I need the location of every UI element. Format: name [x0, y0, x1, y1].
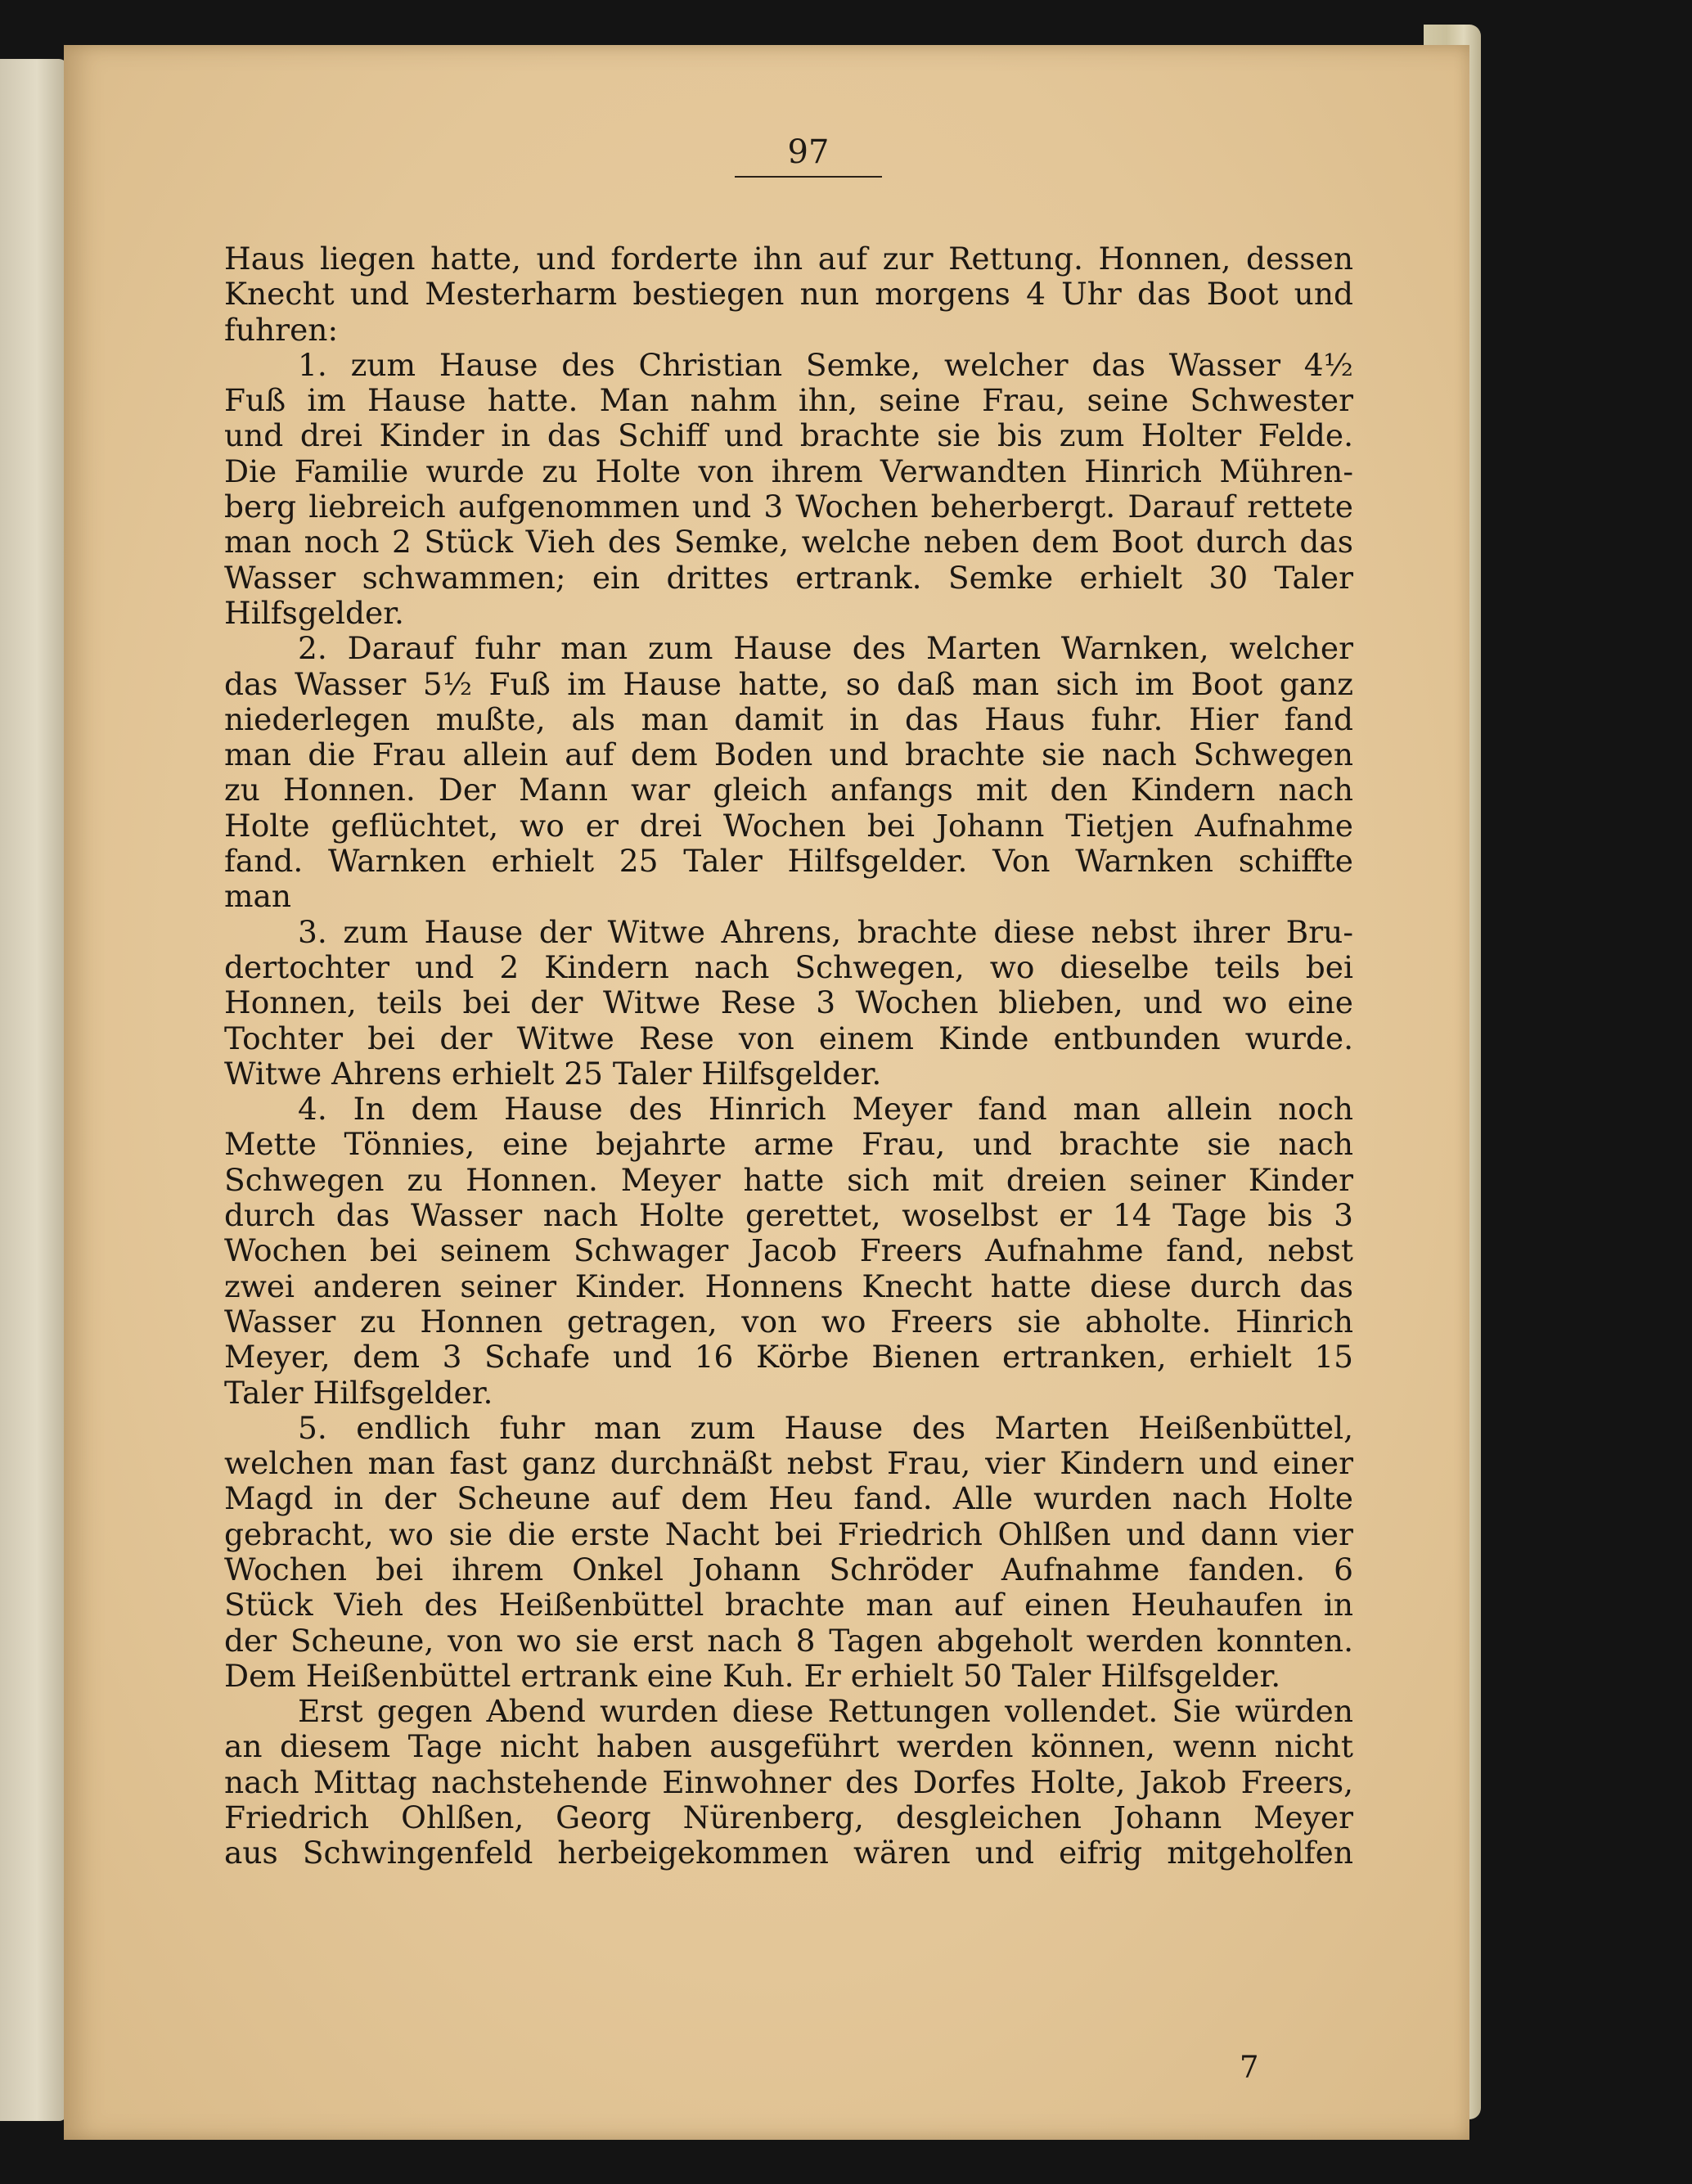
text-line: 5. endlich fuhr man zum Hause des Marten Heißenbüttel, [298, 1410, 1353, 1446]
text-line: Fuß im Hause hatte. Man nahm ihn, seine Frau, seine Schwester [224, 383, 1353, 419]
text-line: Witwe Ahrens erhielt 25 Taler Hilfsgelder. [224, 1056, 882, 1092]
book-page [64, 45, 1469, 2140]
text-line: durch das Wasser nach Holte gerettet, woselbst er 14 Tage bis 3 [224, 1198, 1353, 1234]
page-number: 97 [735, 133, 882, 178]
text-line: Friedrich Ohlßen, Georg Nürenberg, desgleichen Johann Meyer [224, 1800, 1353, 1836]
text-line: man die Frau allein auf dem Boden und brachte sie nach Schwegen [224, 737, 1353, 773]
text-line: berg liebreich aufgenommen und 3 Wochen beherbergt. Darauf rettete [224, 489, 1353, 525]
text-line: gebracht, wo sie die erste Nacht bei Friedrich Ohlßen und dann vier [224, 1516, 1353, 1552]
text-line: Wochen bei ihrem Onkel Johann Schröder Aufnahme fanden. 6 [224, 1551, 1353, 1587]
text-line: und drei Kinder in das Schiff und brachte sie bis zum Holter Felde. [224, 418, 1353, 454]
text-line: 4. In dem Hause des Hinrich Meyer fand man allein noch [298, 1092, 1353, 1128]
text-line: Wasser zu Honnen getragen, von wo Freers sie abholte. Hinrich [224, 1304, 1353, 1340]
text-line: Honnen, teils bei der Witwe Rese 3 Wochen blieben, und wo eine [224, 985, 1353, 1021]
text-line: Hilfsgelder. [224, 595, 404, 631]
text-line: Wochen bei seinem Schwager Jacob Freers Aufnahme fand, nebst [224, 1233, 1353, 1269]
text-line: Magd in der Scheune auf dem Heu fand. Alle wurden nach Holte [224, 1481, 1353, 1517]
text-line: Schwegen zu Honnen. Meyer hatte sich mit dreien seiner Kinder [224, 1162, 1353, 1198]
text-line: Haus liegen hatte, und forderte ihn auf zur Rettung. Honnen, dessen [224, 241, 1353, 277]
text-line: dertochter und 2 Kindern nach Schwegen, wo dieselbe teils bei [224, 949, 1353, 985]
text-line: Holte geflüchtet, wo er drei Wochen bei Johann Tietjen Aufnahme [224, 808, 1353, 844]
text-line: fand. Warnken erhielt 25 Taler Hilfsgelder. Von Warnken schiffte [224, 844, 1353, 880]
body-text [224, 241, 1353, 1871]
text-line: Knecht und Mesterharm bestiegen nun morgens 4 Uhr das Boot und [224, 277, 1353, 313]
text-line: an diesem Tage nicht haben ausgeführt werden können, wenn nicht [224, 1729, 1353, 1765]
text-line: 3. zum Hause der Witwe Ahrens, brachte diese nebst ihrer Bru- [298, 914, 1353, 950]
text-line: nach Mittag nachstehende Einwohner des Dorfes Holte, Jakob Freers, [224, 1764, 1353, 1800]
text-line: aus Schwingenfeld herbeigekommen wären und eifrig mitgeholfen [224, 1835, 1353, 1871]
text-line: zwei anderen seiner Kinder. Honnens Knecht hatte diese durch das [224, 1268, 1353, 1304]
text-line: Dem Heißenbüttel ertrank eine Kuh. Er erhielt 50 Taler Hilfsgelder. [224, 1658, 1281, 1694]
text-line: Tochter bei der Witwe Rese von einem Kinde entbunden wurde. [224, 1020, 1353, 1056]
text-line: zu Honnen. Der Mann war gleich anfangs mit den Kindern nach [224, 772, 1353, 808]
text-line: welchen man fast ganz durchnäßt nebst Frau, vier Kindern und einer [224, 1446, 1353, 1482]
text-line: niederlegen mußte, als man damit in das Haus fuhr. Hier fand [224, 701, 1353, 737]
text-line: Meyer, dem 3 Schafe und 16 Körbe Bienen ertranken, erhielt 15 [224, 1340, 1353, 1376]
text-line: Wasser schwammen; ein drittes ertrank. Semke erhielt 30 Taler [224, 560, 1353, 596]
text-line: der Scheune, von wo sie erst nach 8 Tagen abgeholt werden konnten. [224, 1623, 1353, 1659]
text-line: Die Familie wurde zu Holte von ihrem Verwandten Hinrich Mühren- [224, 453, 1353, 489]
text-line: fuhren: [224, 312, 339, 348]
text-line: das Wasser 5½ Fuß im Hause hatte, so daß man sich im Boot ganz [224, 666, 1353, 702]
text-line: man [224, 879, 292, 915]
text-line: 2. Darauf fuhr man zum Hause des Marten Warnken, welcher [298, 631, 1353, 667]
left-page-edge [0, 59, 67, 2121]
text-line: man noch 2 Stück Vieh des Semke, welche neben dem Boot durch das [224, 525, 1353, 561]
text-line: Erst gegen Abend wurden diese Rettungen vollendet. Sie würden [298, 1694, 1353, 1730]
text-line: Mette Tönnies, eine bejahrte arme Frau, und brachte sie nach [224, 1127, 1353, 1163]
text-line: Stück Vieh des Heißenbüttel brachte man auf einen Heuhaufen in [224, 1587, 1353, 1623]
text-line: Taler Hilfsgelder. [224, 1375, 493, 1411]
text-line: 1. zum Hause des Christian Semke, welcher das Wasser 4½ [298, 347, 1353, 383]
signature-mark: 7 [1240, 2050, 1259, 2085]
